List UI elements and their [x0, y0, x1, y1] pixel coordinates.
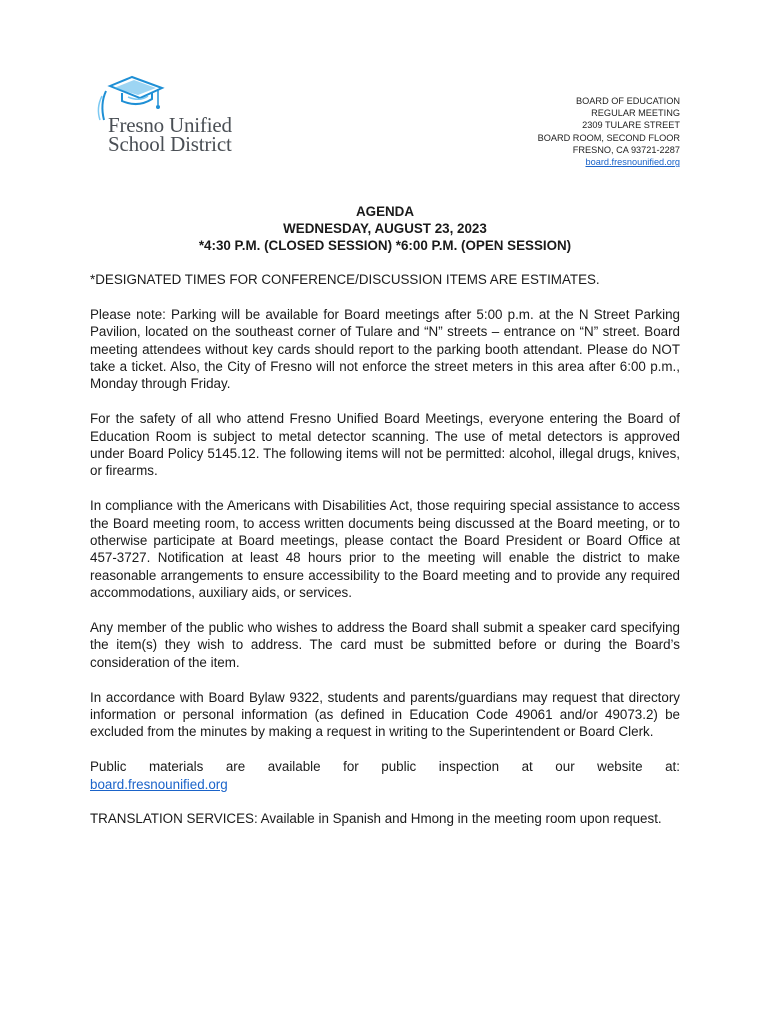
district-logo [92, 74, 262, 164]
address-line-2: REGULAR MEETING [591, 108, 680, 119]
speaker-card-note: Any member of the public who wishes to address the Board shall submit a speaker card specifying the item(s) they wish to address. The card must be submitted before or during the Board’s consideration of the item. [90, 620, 680, 670]
agenda-date: WEDNESDAY, AUGUST 23, 2023 [283, 221, 487, 236]
address-line-4: BOARD ROOM, SECOND FLOOR [537, 132, 680, 143]
address-line-5: FRESNO, CA 93721-2287 [572, 144, 680, 155]
safety-note: For the safety of all who attend Fresno Unified Board Meetings, everyone entering the Board of Education Room is subject to metal detector scanning. The use of metal detectors is approved under Board Policy 5145.12. The following items will not be permitted: alcohol, illegal drugs, knives, or firearms. [90, 411, 680, 479]
parking-note: Please note: Parking will be available for Board meetings after 5:00 p.m. at the N Street Parking Pavilion, located on the southeast corner of Tulare and “N” streets – entrance on “N” street. Board meeting attendees without key cards should report to the parking booth attendant. Please do NOT take a ticket. Also, the City of Fresno will not enforce the street meters in this area after 6:00 p.m., Monday through Friday. [90, 306, 680, 392]
translation-note [90, 810, 680, 827]
public-materials-note: Public materials are available for public inspection at our website at: [90, 759, 680, 775]
logo-line-1: Fresno Unified [108, 113, 232, 137]
logo-line-2: School District [108, 132, 232, 156]
translation-text: Available in Spanish and Hmong in the meeting room upon request. [257, 811, 662, 827]
logo-wordmark [108, 113, 232, 156]
agenda-heading [90, 203, 680, 254]
address-line-1: BOARD OF EDUCATION [576, 96, 680, 106]
agenda-title: AGENDA [355, 204, 415, 219]
directory-info-note: In accordance with Board Bylaw 9322, students and parents/guardians may request that directory information or personal information (as defined in Education Code 49061 and/or 49073.2) be excluded from the minutes by making a request in writing to the Superintendent or Board Clerk. [90, 689, 680, 740]
designated-times-note: *DESIGNATED TIMES FOR CONFERENCE/DISCUSSION ITEMS ARE ESTIMATES. [90, 272, 600, 287]
public-materials-link[interactable]: board.fresnounified.org [90, 776, 228, 792]
agenda-times: *4:30 P.M. (CLOSED SESSION) *6:00 P.M. (OPEN SESSION) [198, 238, 572, 253]
translation-label: TRANSLATION SERVICES: [90, 811, 258, 827]
address-website-link[interactable]: board.fresnounified.org [585, 157, 680, 168]
address-line-3: 2309 TULARE STREET [582, 120, 680, 131]
meeting-address [538, 95, 680, 168]
ada-note: In compliance with the Americans with Disabilities Act, those requiring special assistance to access the Board meeting room, to access written documents being discussed at the Board meeting, or to otherwise participate at Board meetings, please contact the Board President or Board Office at 457-3727. Notification at least 48 hours prior to the meeting will enable the district to make reasonable arrangements to ensure accessibility to the Board meeting and to provide any required accommodations, auxiliary aids, or services. [90, 498, 680, 601]
agenda-notes [90, 271, 680, 845]
